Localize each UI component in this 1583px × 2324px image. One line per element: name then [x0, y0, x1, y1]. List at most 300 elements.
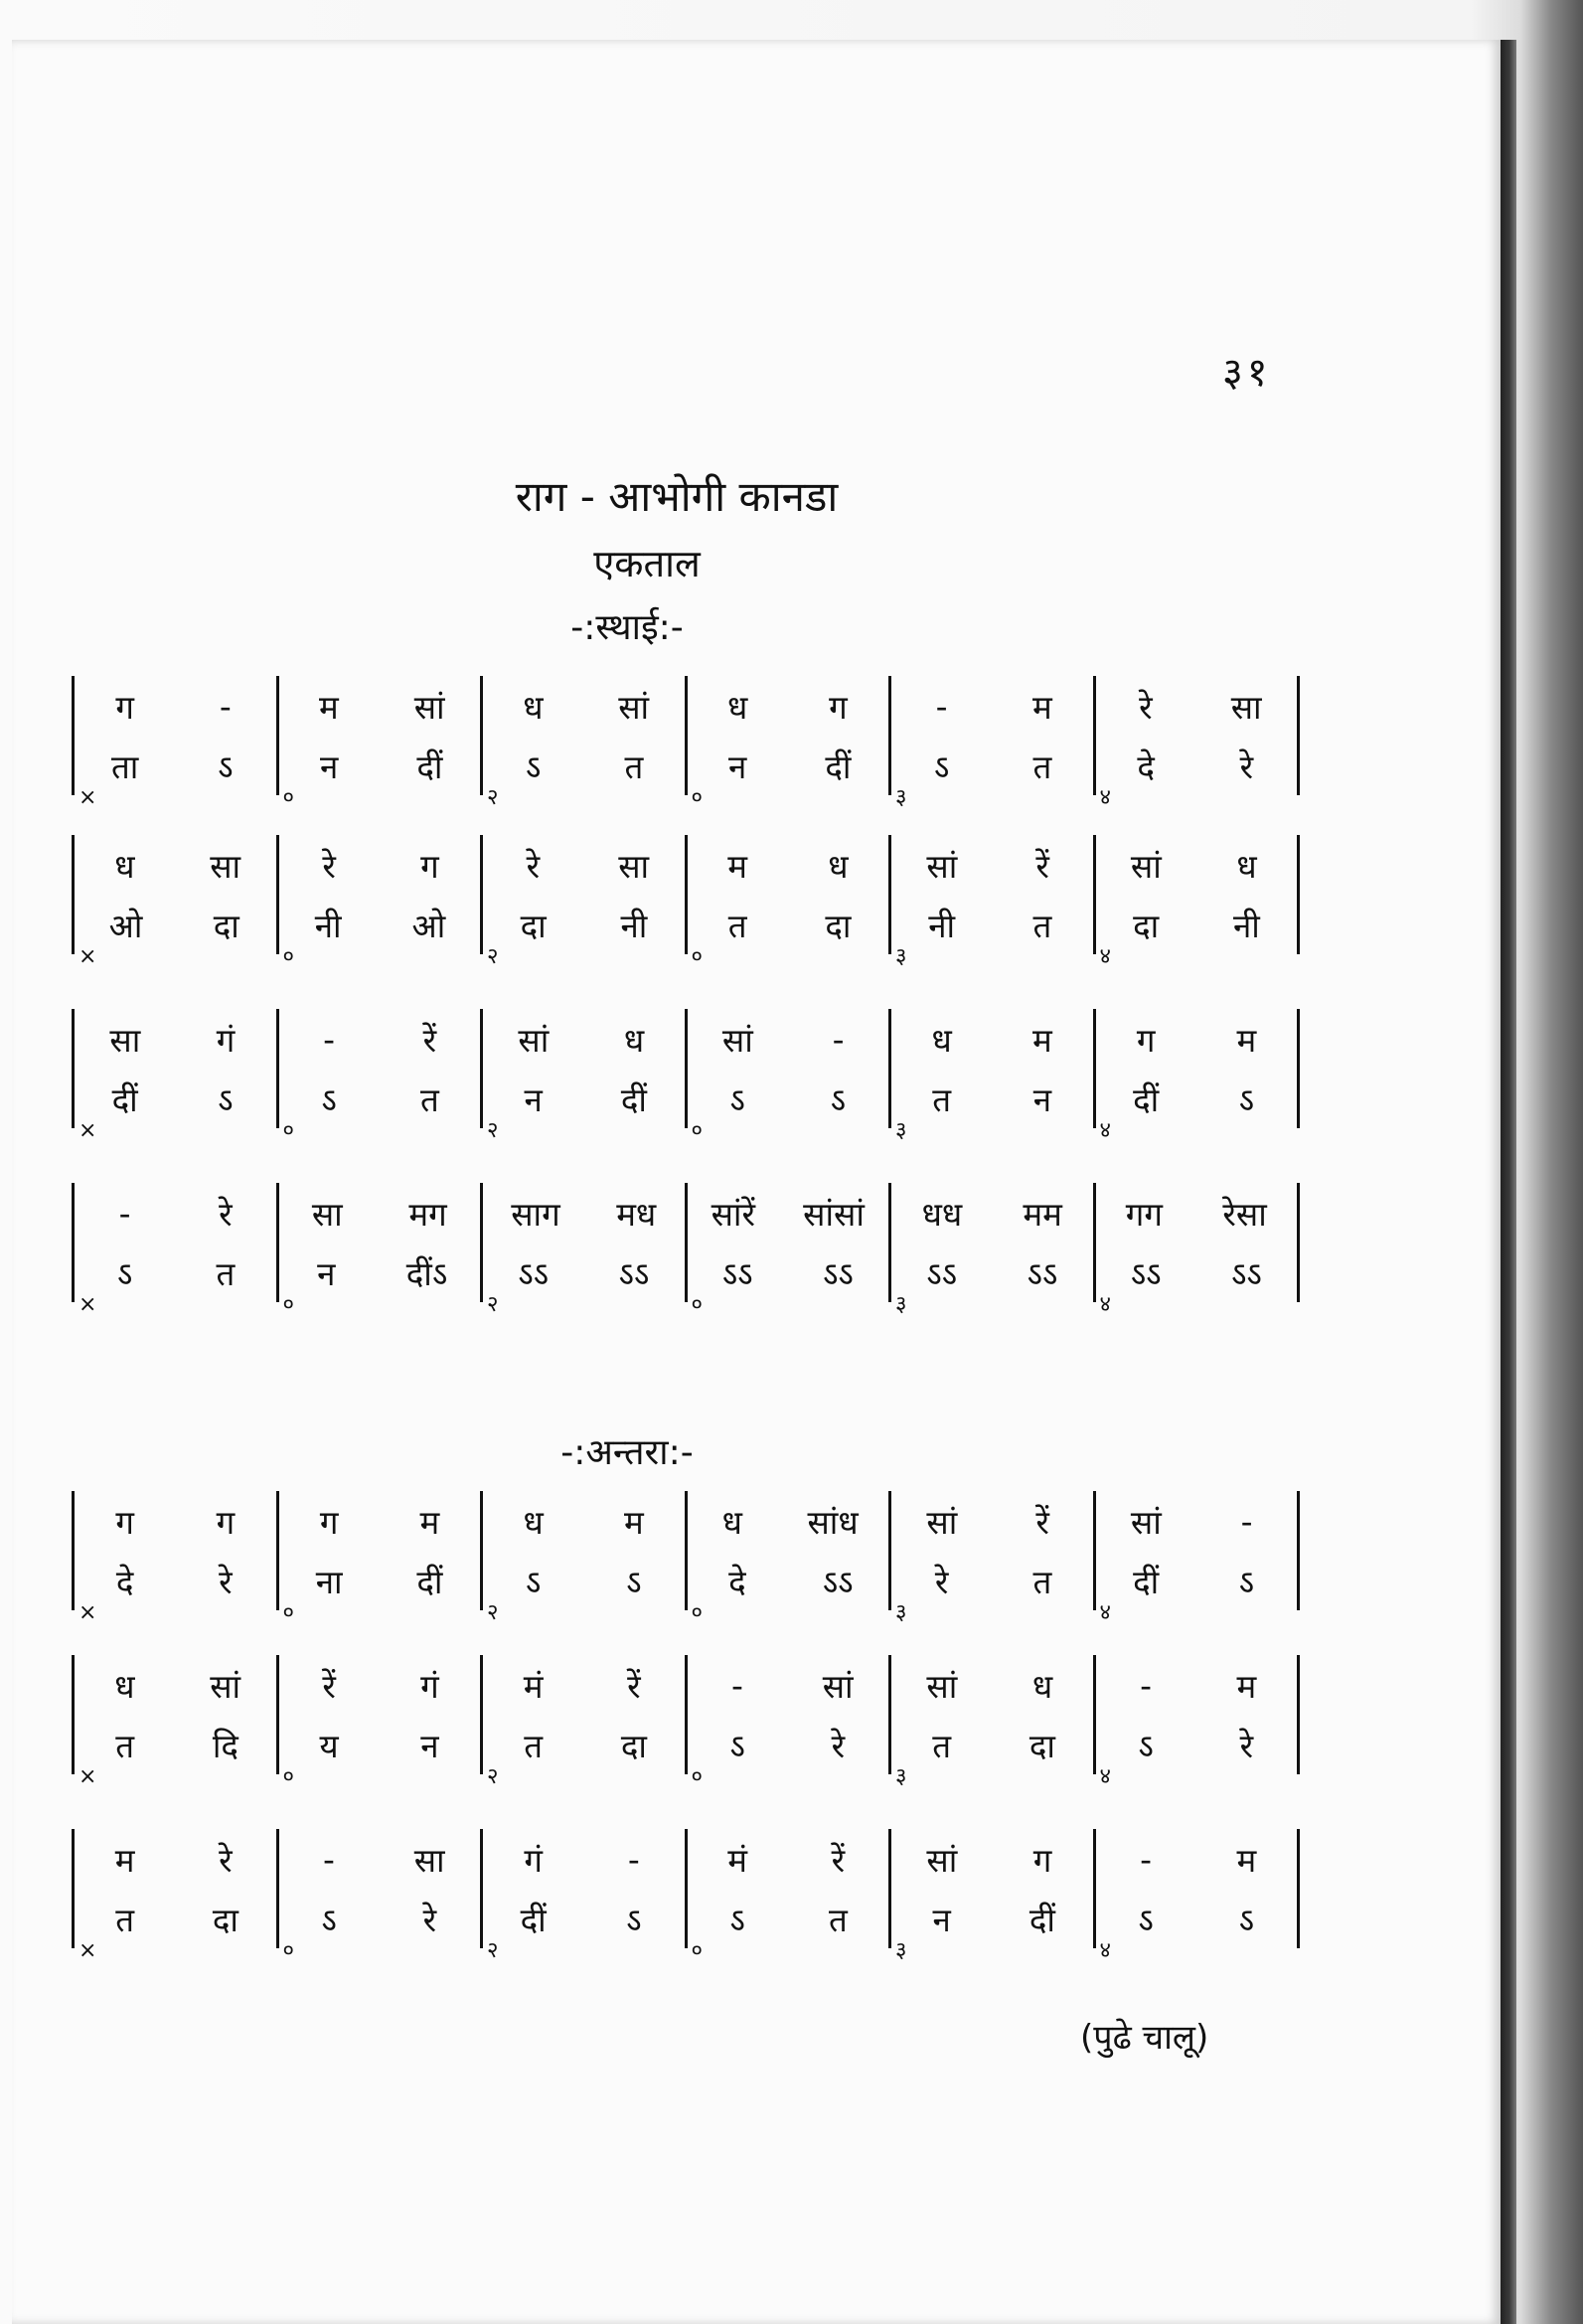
- swar-note: ध: [931, 1020, 952, 1060]
- vibhag: [891, 835, 1096, 969]
- bol-line: [891, 1551, 1093, 1610]
- vibhag: [1096, 1183, 1298, 1317]
- bol-line: [688, 1069, 889, 1128]
- swar-note: गं: [524, 1840, 543, 1880]
- bol-syllable: ऽ: [218, 1079, 234, 1119]
- bol-syllable: ऽ: [626, 1562, 642, 1601]
- swar-note: सां: [618, 687, 650, 727]
- swar-note: म: [114, 1840, 135, 1880]
- vibhag: [688, 1829, 892, 1963]
- swar-line: [279, 835, 481, 895]
- tali-mark: २: [487, 1600, 499, 1625]
- bol-syllable: त: [727, 906, 747, 945]
- bol-line: [891, 1069, 1093, 1128]
- swar-line: [279, 1491, 481, 1551]
- tali-mark: ३: [895, 1764, 907, 1789]
- bol-syllable: दे: [728, 1562, 746, 1601]
- bol-line: [1096, 1069, 1298, 1128]
- tali-mark: ०: [691, 1764, 703, 1789]
- bol-syllable: नी: [620, 906, 648, 945]
- bol-syllable: ऽ: [830, 1079, 847, 1119]
- swar-note: -: [322, 1839, 335, 1879]
- swar-line: [279, 1009, 481, 1069]
- bol-syllable: दीं: [520, 1900, 547, 1939]
- bol-syllable: दींऽ: [405, 1253, 448, 1293]
- sthayi-row: [72, 835, 1300, 969]
- bol-syllable: ऽ: [729, 1079, 745, 1119]
- tali-mark: ०: [282, 1600, 294, 1625]
- tali-mark: ×: [79, 1600, 97, 1625]
- vibhag: [75, 835, 279, 969]
- bol-syllable: ऽ: [525, 747, 542, 786]
- tali-mark: ×: [79, 785, 97, 810]
- bol-syllable: न: [420, 1726, 439, 1765]
- swar-note: सांसां: [803, 1194, 865, 1234]
- swar-line: [75, 676, 276, 736]
- swar-note: रे: [322, 846, 336, 886]
- swar-line: [688, 1491, 889, 1551]
- bol-line: [483, 736, 685, 795]
- tali-mark: ×: [79, 1118, 97, 1143]
- swar-line: [483, 676, 685, 736]
- swar-line: [483, 1183, 685, 1243]
- vibhag: [688, 1183, 892, 1317]
- swar-note: म: [1032, 687, 1052, 727]
- vibhag: [279, 1829, 484, 1963]
- swar-note: सां: [1130, 1502, 1162, 1542]
- swar-note: सां: [1130, 846, 1162, 886]
- page-edge-shadow: [1499, 40, 1516, 2324]
- sthayi-row: [72, 676, 1300, 810]
- swar-note: रें: [1035, 1502, 1049, 1542]
- bol-syllable: ऽ: [729, 1726, 745, 1765]
- vibhag: [483, 1491, 688, 1625]
- swar-note: रे: [219, 1840, 233, 1880]
- swar-line: [483, 1009, 685, 1069]
- bol-syllable: त: [828, 1900, 848, 1939]
- swar-note: ध: [114, 846, 135, 886]
- swar-line: [483, 1655, 685, 1715]
- bol-line: [1096, 736, 1298, 795]
- swar-line: [75, 1829, 276, 1889]
- swar-note: म: [727, 846, 747, 886]
- bol-line: [483, 1551, 685, 1610]
- swar-note: ध: [828, 846, 849, 886]
- swar-note: -: [1140, 1665, 1153, 1705]
- swar-note: रे: [526, 846, 541, 886]
- bol-syllable: दीं: [416, 1562, 443, 1601]
- antara-row: [72, 1655, 1300, 1789]
- swar-note: सांरें: [711, 1194, 755, 1234]
- vibhag: [891, 1491, 1096, 1625]
- bol-syllable: ऽऽ: [926, 1253, 958, 1293]
- swar-note: सां: [210, 1666, 241, 1706]
- bol-syllable: त: [1032, 1562, 1052, 1601]
- swar-line: [1096, 676, 1298, 736]
- vibhag: [891, 1829, 1096, 1963]
- tali-mark: ×: [79, 1938, 97, 1963]
- tali-mark: ०: [691, 1938, 703, 1963]
- bol-syllable: न: [524, 1079, 543, 1119]
- swar-note: ग: [319, 1502, 339, 1542]
- bol-syllable: रे: [1239, 1726, 1254, 1765]
- vibhag: [891, 1009, 1096, 1143]
- swar-line: [279, 1183, 481, 1243]
- swar-note: मग: [408, 1194, 447, 1234]
- swar-note: म: [419, 1502, 440, 1542]
- swar-line: [483, 835, 685, 895]
- bol-syllable: दीं: [1029, 1900, 1055, 1939]
- vibhag: [279, 835, 484, 969]
- tali-mark: ०: [691, 1118, 703, 1143]
- bol-line: [483, 1069, 685, 1128]
- swar-note: साग: [511, 1194, 560, 1234]
- swar-note: मम: [1023, 1194, 1062, 1234]
- tali-mark: २: [487, 1118, 499, 1143]
- swar-note: -: [627, 1839, 640, 1879]
- bol-syllable: दा: [1133, 906, 1160, 945]
- swar-note: रें: [1035, 846, 1049, 886]
- swar-note: सां: [926, 846, 958, 886]
- bol-syllable: दा: [825, 906, 852, 945]
- antara-row: [72, 1491, 1300, 1625]
- swar-note: रेसा: [1222, 1194, 1267, 1234]
- swar-note: ग: [115, 687, 134, 727]
- bol-syllable: ऽऽ: [822, 1253, 854, 1293]
- swar-note: सा: [1230, 687, 1262, 727]
- bol-syllable: दीं: [1133, 1079, 1160, 1119]
- bol-line: [483, 1889, 685, 1948]
- bol-syllable: न: [932, 1900, 951, 1939]
- tali-mark: ०: [691, 1600, 703, 1625]
- continued-note: (पुढे चालू): [1080, 2018, 1209, 2058]
- vibhag: [483, 1655, 688, 1789]
- sthayi-heading: -:स्थाई:-: [570, 607, 684, 648]
- swar-note: -: [832, 1019, 845, 1059]
- swar-note: ध: [721, 1502, 742, 1542]
- bol-syllable: य: [319, 1726, 339, 1765]
- swar-note: गं: [216, 1020, 236, 1060]
- vibhag: [279, 1491, 484, 1625]
- swar-line: [75, 1491, 276, 1551]
- bol-line: [1096, 1889, 1298, 1948]
- bol-line: [1096, 1243, 1298, 1302]
- bol-syllable: नी: [314, 906, 342, 945]
- swar-line: [891, 1183, 1093, 1243]
- swar-note: रे: [1139, 687, 1153, 727]
- swar-line: [688, 1829, 889, 1889]
- swar-line: [75, 835, 276, 895]
- vibhag: [1096, 835, 1298, 969]
- bol-syllable: ऽ: [321, 1079, 337, 1119]
- bol-line: [279, 1243, 481, 1302]
- taal-name: एकताल: [593, 542, 701, 585]
- bol-syllable: दा: [213, 906, 239, 945]
- vibhag: [75, 1829, 279, 1963]
- swar-line: [891, 1655, 1093, 1715]
- bol-line: [75, 1551, 276, 1610]
- swar-line: [483, 1829, 685, 1889]
- vibhag: [1096, 1829, 1298, 1963]
- bol-line: [279, 1889, 481, 1948]
- tali-mark: ४: [1099, 1600, 1111, 1625]
- raag-title: राग - आभोगी कानडा: [515, 472, 839, 521]
- bol-syllable: ऽऽ: [822, 1562, 854, 1601]
- vibhag: [279, 676, 484, 810]
- swar-note: मध: [616, 1194, 657, 1234]
- bol-syllable: ऽ: [218, 747, 234, 786]
- bol-syllable: ऽऽ: [1130, 1253, 1162, 1293]
- bol-syllable: ऽ: [1138, 1900, 1154, 1939]
- bol-line: [688, 1243, 889, 1302]
- vibhag: [688, 1655, 892, 1789]
- bol-syllable: ओ: [108, 906, 143, 945]
- bol-syllable: ऽ: [1138, 1726, 1154, 1765]
- tali-mark: २: [487, 1938, 499, 1963]
- vibhag: [483, 1009, 688, 1143]
- bol-line: [75, 1243, 276, 1302]
- vibhag: [483, 1183, 688, 1317]
- vibhag: [483, 676, 688, 810]
- swar-line: [891, 676, 1093, 736]
- bol-syllable: ऽऽ: [1027, 1253, 1058, 1293]
- swar-line: [1096, 1491, 1298, 1551]
- swar-note: रे: [219, 1194, 233, 1234]
- bol-line: [688, 1889, 889, 1948]
- vibhag: [891, 1655, 1096, 1789]
- swar-note: रें: [831, 1840, 846, 1880]
- bol-syllable: दे: [1137, 747, 1155, 786]
- swar-line: [688, 1655, 889, 1715]
- sthayi-row: [72, 1183, 1300, 1317]
- swar-note: म: [1236, 1666, 1257, 1706]
- swar-note: -: [118, 1193, 131, 1233]
- tali-mark: ३: [895, 785, 907, 810]
- bol-line: [688, 1715, 889, 1774]
- swar-line: [75, 1009, 276, 1069]
- bol-line: [688, 1551, 889, 1610]
- swar-note: सा: [210, 846, 241, 886]
- vibhag: [483, 1829, 688, 1963]
- tali-mark: ४: [1099, 944, 1111, 969]
- notebook-page: [12, 40, 1501, 2324]
- bol-syllable: रे: [831, 1726, 846, 1765]
- tali-mark: ०: [282, 1764, 294, 1789]
- bol-syllable: दा: [1029, 1726, 1055, 1765]
- bol-syllable: दीं: [825, 747, 852, 786]
- swar-line: [279, 676, 481, 736]
- swar-note: ध: [523, 1502, 544, 1542]
- swar-note: सां: [413, 687, 445, 727]
- swar-note: म: [1032, 1020, 1052, 1060]
- bol-line: [688, 736, 889, 795]
- bol-syllable: रे: [422, 1900, 437, 1939]
- tali-mark: ४: [1099, 1292, 1111, 1317]
- bol-syllable: त: [624, 747, 644, 786]
- bol-syllable: दीं: [1133, 1562, 1160, 1601]
- bol-syllable: ऽ: [729, 1900, 745, 1939]
- bol-line: [688, 895, 889, 954]
- vibhag: [483, 835, 688, 969]
- swar-note: सा: [109, 1020, 141, 1060]
- swar-note: मं: [523, 1666, 544, 1706]
- bol-syllable: त: [932, 1726, 952, 1765]
- bol-line: [75, 895, 276, 954]
- bol-syllable: रे: [219, 1562, 233, 1601]
- swar-note: -: [219, 686, 232, 726]
- vibhag: [891, 1183, 1096, 1317]
- tali-mark: ४: [1099, 1938, 1111, 1963]
- tali-mark: ३: [895, 1118, 907, 1143]
- bol-syllable: ऽ: [1238, 1079, 1255, 1119]
- swar-line: [279, 1829, 481, 1889]
- bol-line: [279, 736, 481, 795]
- tali-mark: ४: [1099, 785, 1111, 810]
- swar-note: सा: [413, 1840, 445, 1880]
- bol-syllable: ऽ: [626, 1900, 642, 1939]
- swar-note: ध: [1236, 846, 1257, 886]
- swar-line: [75, 1183, 276, 1243]
- swar-note: ग: [1136, 1020, 1156, 1060]
- swar-note: म: [1236, 1020, 1257, 1060]
- bol-line: [1096, 1715, 1298, 1774]
- vibhag: [1096, 676, 1298, 810]
- tali-mark: २: [487, 1764, 499, 1789]
- bol-syllable: दा: [620, 1726, 647, 1765]
- tali-mark: २: [487, 1292, 499, 1317]
- swar-note: ग: [115, 1502, 134, 1542]
- swar-line: [279, 1655, 481, 1715]
- vibhag: [279, 1655, 484, 1789]
- bol-syllable: ऽ: [1238, 1900, 1255, 1939]
- bol-syllable: ना: [315, 1562, 343, 1601]
- bol-syllable: दीं: [111, 1079, 138, 1119]
- bol-line: [891, 1889, 1093, 1948]
- swar-note: सा: [618, 846, 650, 886]
- bol-line: [279, 1069, 481, 1128]
- tali-mark: ४: [1099, 1764, 1111, 1789]
- vibhag: [1096, 1655, 1298, 1789]
- swar-note: सां: [721, 1020, 753, 1060]
- swar-note: ध: [623, 1020, 645, 1060]
- swar-line: [1096, 1009, 1298, 1069]
- swar-note: ध: [114, 1666, 135, 1706]
- tali-mark: ०: [691, 944, 703, 969]
- tali-mark: ३: [895, 944, 907, 969]
- bol-syllable: त: [1032, 906, 1052, 945]
- bol-syllable: ऽ: [933, 747, 950, 786]
- bol-syllable: दा: [520, 906, 547, 945]
- vibhag: [75, 1491, 279, 1625]
- swar-line: [483, 1491, 685, 1551]
- bol-line: [75, 736, 276, 795]
- swar-note: सांध: [807, 1502, 859, 1542]
- tali-mark: ३: [895, 1600, 907, 1625]
- bol-line: [279, 1551, 481, 1610]
- bol-line: [483, 895, 685, 954]
- bol-syllable: दीं: [620, 1079, 647, 1119]
- bol-line: [891, 895, 1093, 954]
- swar-line: [891, 1009, 1093, 1069]
- bol-line: [279, 1715, 481, 1774]
- swar-note: म: [1236, 1840, 1257, 1880]
- antara-row: [72, 1829, 1300, 1963]
- swar-note: रें: [422, 1020, 437, 1060]
- tali-mark: ०: [282, 1118, 294, 1143]
- bol-syllable: ऽऽ: [618, 1253, 650, 1293]
- bol-syllable: त: [1032, 747, 1052, 786]
- bol-line: [891, 1715, 1093, 1774]
- tali-mark: २: [487, 785, 499, 810]
- bol-syllable: ऽऽ: [1230, 1253, 1262, 1293]
- swar-note: -: [935, 686, 948, 726]
- swar-line: [891, 1829, 1093, 1889]
- swar-note: ध: [523, 687, 544, 727]
- swar-note: ध: [726, 687, 748, 727]
- bol-syllable: दीं: [416, 747, 443, 786]
- swar-note: धध: [921, 1194, 963, 1234]
- swar-note: गग: [1125, 1194, 1163, 1234]
- vibhag: [688, 1491, 892, 1625]
- bol-line: [75, 1889, 276, 1948]
- tali-mark: ०: [282, 944, 294, 969]
- bol-syllable: न: [317, 1253, 336, 1293]
- vibhag: [75, 676, 279, 810]
- bol-syllable: नी: [1232, 906, 1260, 945]
- swar-line: [688, 676, 889, 736]
- bol-syllable: रे: [934, 1562, 949, 1601]
- bol-line: [483, 1715, 685, 1774]
- swar-line: [688, 1009, 889, 1069]
- swar-line: [1096, 1655, 1298, 1715]
- bol-syllable: त: [216, 1253, 236, 1293]
- bol-syllable: ऽ: [321, 1900, 337, 1939]
- swar-note: ध: [1031, 1666, 1053, 1706]
- swar-note: सां: [926, 1840, 958, 1880]
- tali-mark: ३: [895, 1292, 907, 1317]
- bol-line: [75, 1069, 276, 1128]
- page-number: ३१: [1222, 350, 1272, 396]
- tali-mark: ×: [79, 944, 97, 969]
- vibhag: [891, 676, 1096, 810]
- swar-note: -: [1240, 1501, 1253, 1541]
- bol-syllable: त: [115, 1900, 135, 1939]
- bol-syllable: दा: [212, 1900, 238, 1939]
- tali-mark: ×: [79, 1764, 97, 1789]
- tali-mark: ०: [691, 1292, 703, 1317]
- tali-mark: ×: [79, 1292, 97, 1317]
- swar-line: [688, 1183, 889, 1243]
- vibhag: [1096, 1009, 1298, 1143]
- swar-note: सां: [822, 1666, 854, 1706]
- swar-note: मं: [727, 1840, 747, 1880]
- bol-syllable: न: [319, 747, 339, 786]
- vibhag: [279, 1009, 484, 1143]
- vibhag: [75, 1655, 279, 1789]
- tali-mark: २: [487, 944, 499, 969]
- vibhag: [688, 676, 892, 810]
- swar-note: ग: [420, 846, 439, 886]
- swar-note: म: [319, 687, 339, 727]
- bol-line: [891, 736, 1093, 795]
- bol-syllable: न: [1032, 1079, 1052, 1119]
- swar-note: सां: [926, 1502, 958, 1542]
- bol-syllable: दे: [115, 1562, 134, 1601]
- swar-note: ग: [216, 1502, 236, 1542]
- bol-syllable: त: [419, 1079, 439, 1119]
- swar-line: [1096, 1829, 1298, 1889]
- bol-syllable: त: [524, 1726, 544, 1765]
